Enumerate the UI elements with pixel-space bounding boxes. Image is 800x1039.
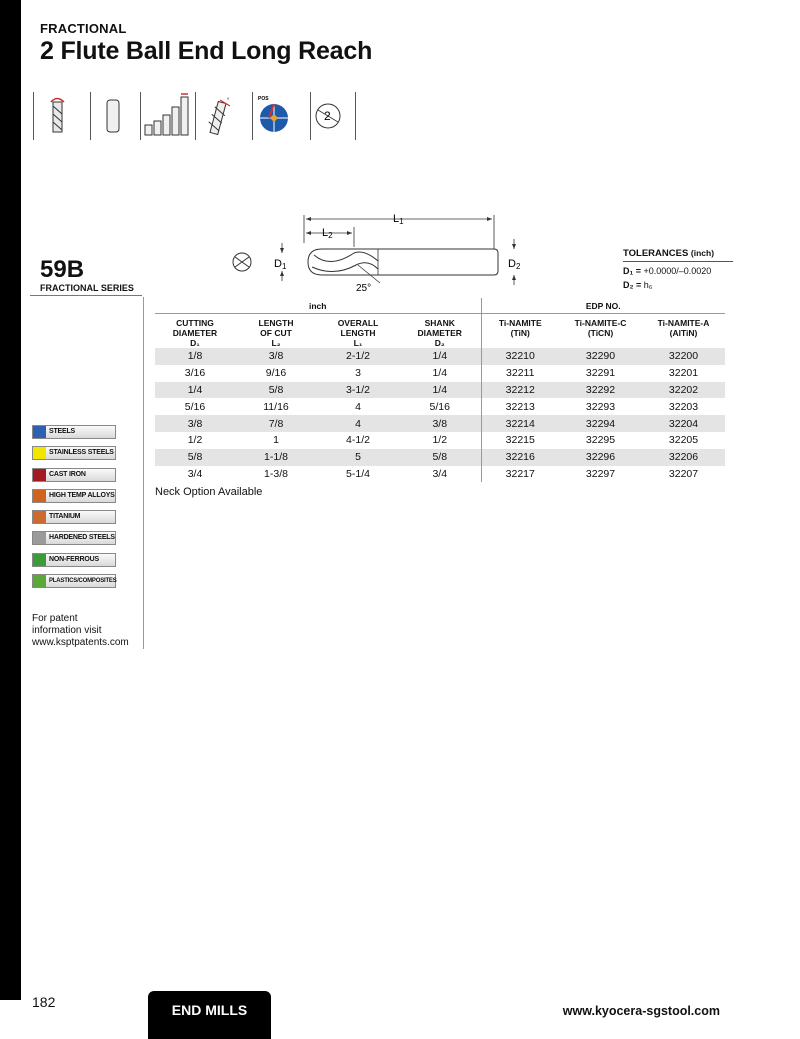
- website-link[interactable]: www.kyocera-sgstool.com: [562, 1004, 720, 1018]
- table-row: 3/4 1-3/8 5-1/4 3/4 32217 32297 32207: [155, 466, 725, 483]
- neck-option-note: Neck Option Available: [155, 486, 263, 498]
- svg-text:°: °: [227, 98, 230, 104]
- l1-label: L1: [393, 213, 404, 226]
- page-title: 2 Flute Ball End Long Reach: [40, 37, 373, 65]
- tool-dimension-diagram: [230, 205, 540, 305]
- col-header-ticn: Ti-NAMITE-C (TiCN): [574, 317, 627, 338]
- col-header-overall-length: OVERALL LENGTH L₁: [337, 317, 379, 348]
- series-divider: [30, 295, 142, 296]
- page-number: 182: [32, 994, 56, 1010]
- tolerances-title: TOLERANCES (inch): [623, 248, 733, 262]
- legend-hardened-steels: HARDENED STEELS: [32, 531, 116, 545]
- legend-cast-iron: CAST IRON: [32, 468, 116, 482]
- patent-link[interactable]: www.ksptpatents.com: [32, 637, 129, 648]
- col-header-cutting-diameter: CUTTING DIAMETER D₁: [172, 317, 218, 348]
- pos-label: POS: [258, 96, 269, 102]
- category-label: FRACTIONAL: [40, 21, 127, 36]
- shank-icon: [93, 92, 143, 140]
- l2-label: L2: [322, 227, 333, 240]
- left-edge-bar: [0, 0, 21, 1000]
- helix-angle-label: 25°: [356, 283, 372, 294]
- icon-divider: [195, 92, 196, 140]
- legend-plastics-composites: PLASTICS/COMPOSITES: [32, 574, 116, 588]
- section-tab: [148, 991, 271, 1039]
- tolerance-d2: D₂ = h₆: [623, 280, 653, 290]
- product-spec-table: [155, 298, 725, 482]
- d1-label: D1: [274, 258, 287, 271]
- legend-non-ferrous: NON-FERROUS: [32, 553, 116, 567]
- flute-count-icon: [314, 92, 364, 140]
- length-bars-icon: [143, 92, 193, 140]
- legend-titanium: TITANIUM: [32, 510, 116, 524]
- tolerance-d1: D₁ = +0.0000/–0.0020: [623, 266, 712, 276]
- legend-high-temp-alloys: HIGH TEMP ALLOYS: [32, 489, 116, 503]
- legend-stainless-steels: STAINLESS STEELS: [32, 446, 116, 460]
- icon-divider: [33, 92, 34, 140]
- table-row: 5/16 11/16 4 5/16 32213 32293 32203: [155, 398, 725, 415]
- flute-count-number: 2: [324, 109, 331, 123]
- ball-end-tool-icon: [38, 92, 88, 140]
- col-header-altin: Ti-NAMITE-A (AlTiN): [657, 317, 710, 338]
- icon-divider: [140, 92, 141, 140]
- patent-note: For patent information visit www.ksptpatents.com: [32, 613, 142, 649]
- series-code: 59B: [40, 256, 85, 283]
- icon-divider: [252, 92, 253, 140]
- table-row: 1/8 3/8 2-1/2 1/4 32210 32290 32200: [155, 348, 725, 365]
- table-row: 1/4 5/8 3-1/2 1/4 32212 32292 32202: [155, 382, 725, 399]
- column-divider: [143, 297, 144, 649]
- table-row: 3/8 7/8 4 3/8 32214 32294 32204: [155, 415, 725, 432]
- group-header-inch: inch: [155, 298, 481, 313]
- helix-angle-icon: [200, 92, 250, 140]
- legend-steels: STEELS: [32, 425, 116, 439]
- icon-divider: [310, 92, 311, 140]
- end-view-icon: [233, 253, 251, 271]
- col-header-length-of-cut: LENGTH OF CUT L₂: [258, 317, 294, 348]
- section-tab-label: END MILLS: [171, 1002, 248, 1018]
- tolerances-box: [623, 248, 733, 290]
- d2-label: D2: [508, 258, 521, 271]
- series-label: FRACTIONAL SERIES: [40, 283, 134, 293]
- pos-rake-icon: [256, 92, 306, 140]
- feature-icon-row: [30, 92, 370, 140]
- icon-divider: [355, 92, 356, 140]
- icon-divider: [90, 92, 91, 140]
- table-row: 3/16 9/16 3 1/4 32211 32291 32201: [155, 365, 725, 382]
- col-header-shank-diameter: SHANK DIAMETER D₂: [417, 317, 462, 348]
- table-row: 5/8 1-1/8 5 5/8 32216 32296 32206: [155, 449, 725, 466]
- col-header-tin: Ti-NAMITE (TiN): [481, 313, 559, 348]
- table-row: 1/2 1 4-1/2 1/2 32215 32295 32205: [155, 432, 725, 449]
- group-header-edp: EDP NO.: [481, 298, 725, 313]
